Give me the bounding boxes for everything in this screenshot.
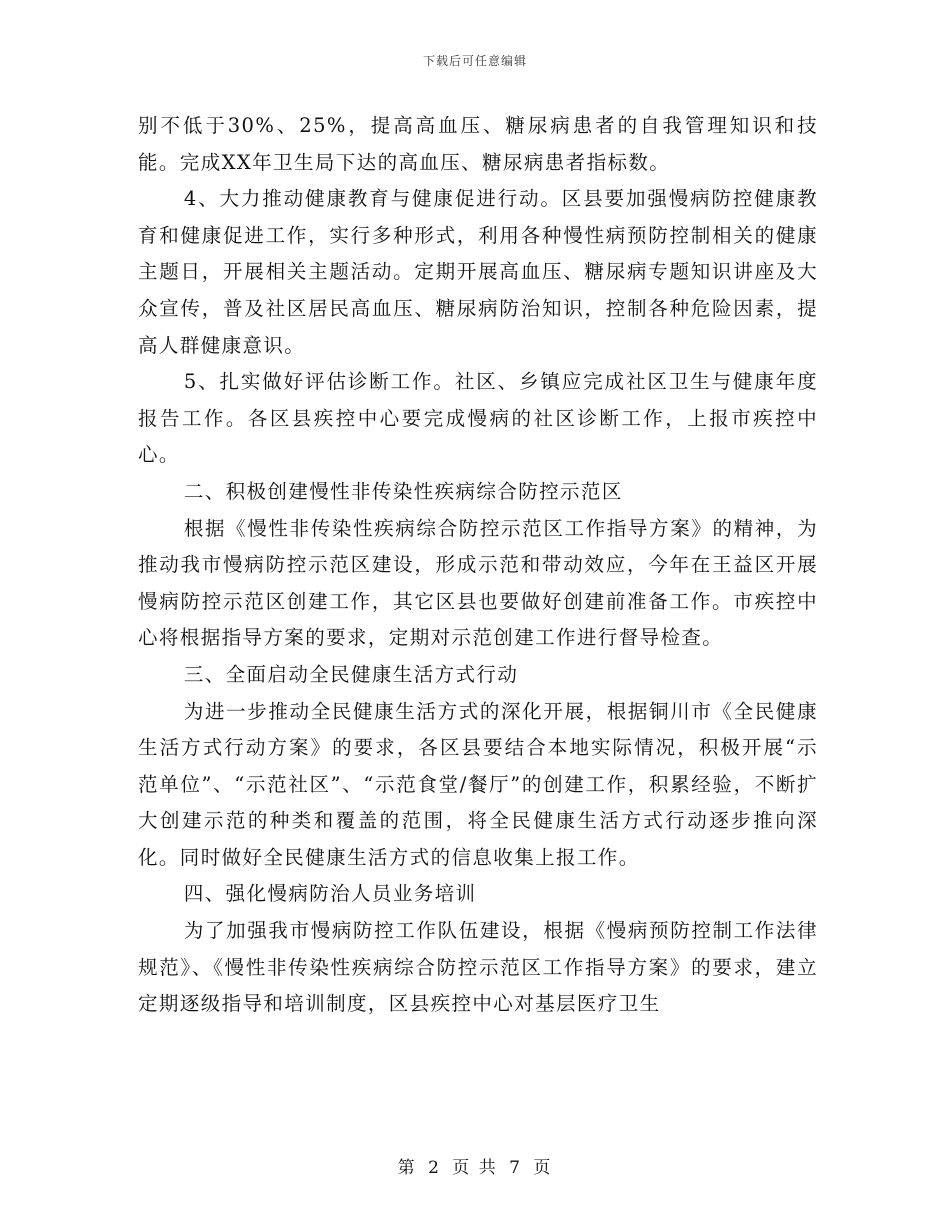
paragraph-section-4: 为了加强我市慢病防控工作队伍建设，根据《慢病预防控制工作法律规范》、《慢性非传染性疾病综合防控示范区工作指导方案》的要求，建立定期逐级指导和培训制度，区县疾控中心对基层医疗卫生 bbox=[138, 919, 818, 1016]
page-number: 2 bbox=[428, 1158, 441, 1178]
footer-prefix: 第 bbox=[397, 1158, 417, 1178]
page-header-note: 下载后可任意编辑 bbox=[422, 54, 527, 68]
paragraph-item-4: 4、大力推动健康教育与健康促进行动。区县要加强慢病防控健康教育和健康促进工作，实行多种形式，利用各种慢性病预防控制相关的健康主题日，开展相关主题活动。定期开展高血压、糖尿病专题知识讲座及大众宣传，普及社区居民高血压、糖尿病防治知识，控制各种危险因素，提高人群健康意识。 bbox=[138, 187, 818, 357]
paragraph-continuation: 别不低于30%、25%，提高高血压、糖尿病患者的自我管理知识和技能。完成XX年卫生局下达的高血压、糖尿病患者指标数。 bbox=[138, 114, 818, 174]
section-heading-3: 三、全面启动全民健康生活方式行动 bbox=[183, 662, 519, 686]
paragraph-section-2: 根据《慢性非传染性疾病综合防控示范区工作指导方案》的精神，为推动我市慢病防控示范区建设，形成示范和带动效应，今年在王益区开展慢病防控示范区创建工作，其它区县也要做好创建前准备工作。市疾控中心将根据指导方案的要求，定期对示范创建工作进行督导检查。 bbox=[138, 516, 818, 650]
paragraph-section-3: 为进一步推动全民健康生活方式的深化开展，根据铜川市《全民健康生活方式行动方案》的要求，各区县要结合本地实际情况，积极开展“示范单位”、“示范社区”、“示范食堂/餐厅”的创建工作，积累经验，不断扩大创建示范的种类和覆盖的范围，将全民健康生活方式行动逐步推向深化。同时做好全民健康生活方式的信息收集上报工作。 bbox=[138, 699, 818, 869]
total-pages: 7 bbox=[509, 1158, 522, 1178]
section-heading-4: 四、强化慢病防治人员业务培训 bbox=[183, 882, 477, 906]
page-footer bbox=[0, 1153, 950, 1178]
paragraph-item-5: 5、扎实做好评估诊断工作。社区、乡镇应完成社区卫生与健康年度报告工作。各区县疾控中心要完成慢病的社区诊断工作，上报市疾控中心。 bbox=[138, 370, 818, 467]
footer-middle: 页 共 bbox=[452, 1158, 498, 1178]
document-body bbox=[138, 108, 818, 1023]
footer-suffix: 页 bbox=[533, 1158, 553, 1178]
section-heading-2: 二、积极创建慢性非传染性疾病综合防控示范区 bbox=[183, 479, 623, 503]
